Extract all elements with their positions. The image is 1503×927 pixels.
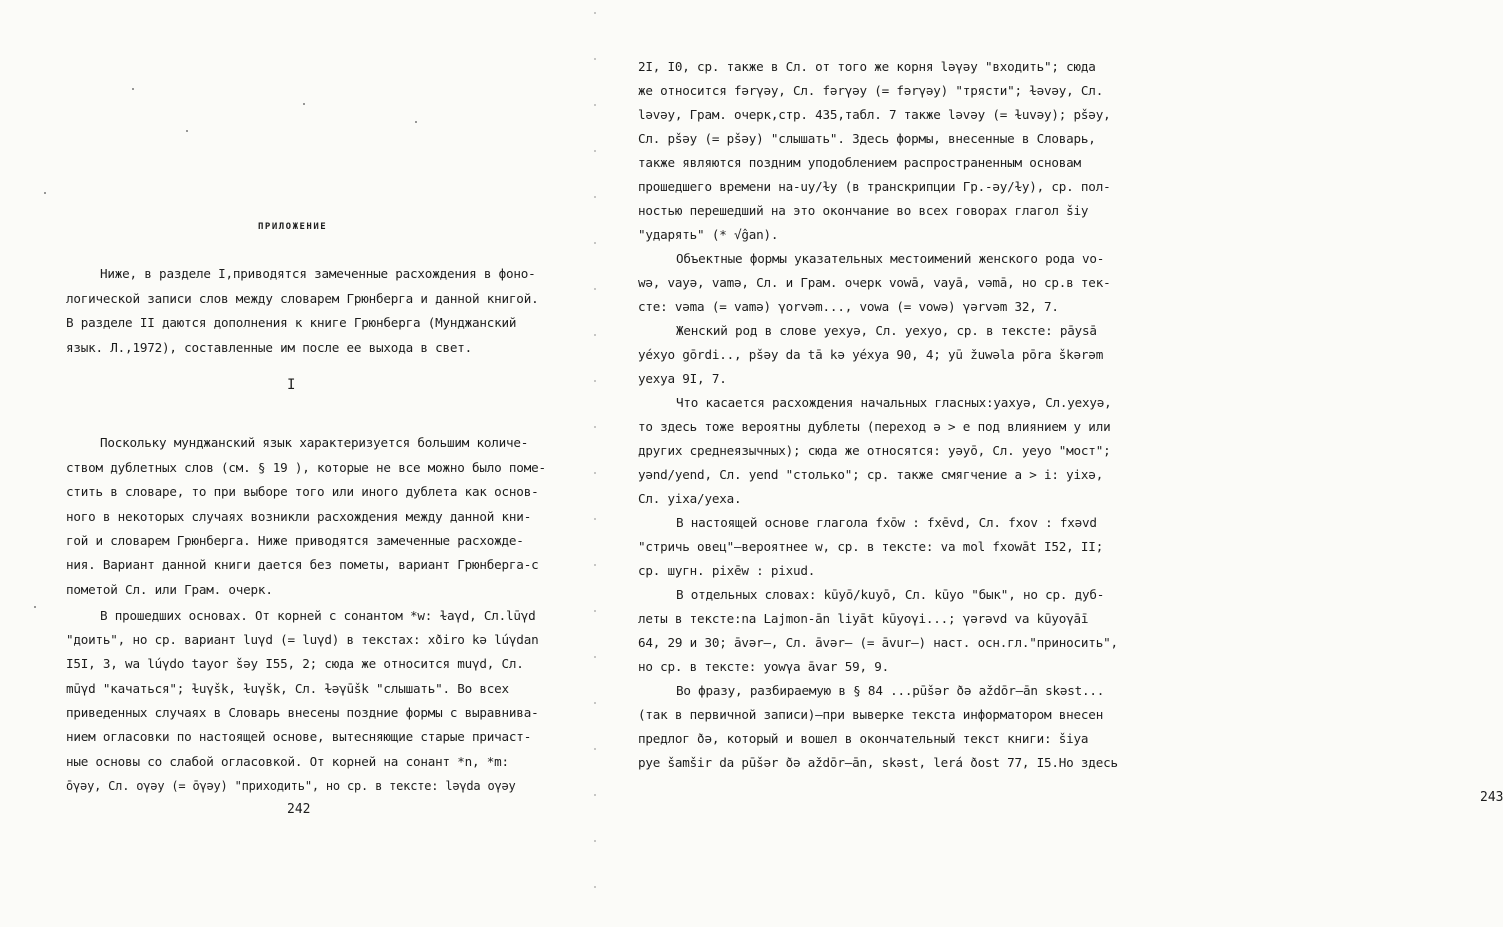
text-line: yənd/yend, Сл. yend "столько"; ср. также смягчение a > i: yixə, — [638, 467, 1104, 482]
text-line: ōγəy, Сл. oγəy (= ōγəy) "приходить", но ср. в тексте: ləγda oγəy — [66, 779, 516, 793]
left-page — [0, 0, 592, 927]
text-line: ного в некоторых случаях возникли расхождения между данной кни- — [66, 509, 532, 524]
text-line: pye šamšir da pūšər ðə aždōr–ān, skəst, lerá ðost 77, I5.Но здесь — [638, 755, 1118, 770]
text-line: Что касается расхождения начальных гласных:yaxyə, Сл.yexyə, — [676, 395, 1112, 410]
page-gutter — [594, 12, 596, 912]
text-line: "стричь овец"—вероятнее w, ср. в тексте: va mol fxowāt I52, II; — [638, 539, 1104, 554]
scan-speck — [132, 88, 134, 90]
text-line: Женский род в слове yexyə, Сл. yexyo, ср. в тексте: pāysā — [676, 323, 1097, 338]
text-line: Ниже, в разделе I,приводятся замеченные расхождения в фоно- — [100, 266, 536, 281]
text-line: В настоящей основе глагола fxōw : fxēvd, Сл. fxov : fxəvd — [676, 515, 1097, 530]
text-line: mūγd "качаться"; ɫuγšk, ɫuγšk, Сл. ɫəγūšk "слышать". Во всех — [66, 681, 509, 696]
scan-speck — [44, 192, 46, 194]
text-line: гой и словарем Грюнберга. Ниже приводятся замеченные расхожде- — [66, 533, 524, 548]
scan-speck — [34, 606, 36, 608]
text-line: I5I, 3, wa lúγdo tayor šəy I55, 2; сюда же относится muγd, Сл. — [66, 656, 524, 671]
text-line: Во фразу, разбираемую в § 84 ...pūšər ðə aždōr–ān skəst... — [676, 683, 1105, 698]
text-line: ством дублетных слов (см. § 19 ), которые не все можно было поме- — [66, 460, 546, 475]
section-numeral: I — [287, 377, 296, 393]
text-line: также являются поздним уподоблением распространенным основам — [638, 155, 1081, 170]
text-line: (так в первичной записи)–при выверке текста информатором внесен — [638, 707, 1104, 722]
appendix-heading: ПРИЛОЖЕНИЕ — [258, 222, 328, 232]
page-number: 242 — [287, 802, 311, 817]
text-line: сте: vəma (= vamə) γorvəm..., vowa (= vowə) γərvəm 32, 7. — [638, 299, 1059, 314]
text-line: логической записи слов между словарем Грюнберга и данной книгой. — [66, 291, 539, 306]
text-line: Поскольку мунджанский язык характеризуется большим количе- — [100, 435, 529, 450]
text-line: yexya 9I, 7. — [638, 371, 727, 386]
text-line: В разделе II даются дополнения к книге Грюнберга (Мунджанский — [66, 315, 517, 330]
scan-speck — [303, 103, 305, 105]
text-line: но ср. в тексте: yowγa āvar 59, 9. — [638, 659, 889, 674]
text-line: Сл. yixa/yexa. — [638, 491, 742, 506]
text-line: ср. шугн. pixēw : pixud. — [638, 563, 816, 578]
scan-speck — [186, 130, 188, 132]
text-line: то здесь тоже вероятны дублеты (переход ə > e под влиянием y или — [638, 419, 1111, 434]
text-line: прошедшего времени на-uy/ɫy (в транскрипции Гр.-əy/ɫy), ср. пол- — [638, 179, 1111, 194]
text-line: Сл. pšəy (= pšəy) "слышать". Здесь формы, внесенные в Словарь, — [638, 131, 1096, 146]
scan-speck — [415, 121, 417, 123]
text-line: ностью перешедший на это окончание во всех говорах глагол šiy — [638, 203, 1089, 218]
text-line: приведенных случаях в Словарь внесены поздние формы с выравнива- — [66, 705, 539, 720]
text-line: ния. Вариант данной книги дается без пометы, вариант Грюнберга-с — [66, 557, 539, 572]
text-line: предлог ðə, который и вошел в окончательный текст книги: šiya — [638, 731, 1089, 746]
text-line: "ударять" (* √ĝan). — [638, 227, 779, 242]
text-line: В прошедших основах. От корней с сонантом *w: ɫaγd, Сл.lūγd — [100, 608, 536, 623]
page-number: 243 — [1480, 790, 1503, 805]
right-page — [600, 0, 1503, 927]
text-line: 2I, I0, ср. также в Сл. от того же корня ləγəy "входить"; сюда — [638, 59, 1096, 74]
text-line: других среднеязычных); сюда же относятся: yəyō, Сл. yeyo "мост"; — [638, 443, 1111, 458]
text-line: yéxyo gōrdi.., pšəy da tā kə yéxya 90, 4; yū žuwəla pōra škərəm — [638, 347, 1104, 362]
text-line: 64, 29 и 30; āvər–, Сл. āvər– (= āvur–) наст. осн.гл."приносить", — [638, 635, 1118, 650]
text-line: ləvəy, Грам. очерк,стр. 435,табл. 7 также ləvəy (= ɫuvəy); pšəy, — [638, 107, 1111, 122]
text-line: ные основы со слабой огласовкой. От корней на сонант *n, *m: — [66, 754, 509, 769]
text-line: "доить", но ср. вариант luγd (= luγd) в текстах: xðiro kə lúγdan — [66, 632, 539, 647]
text-line: wə, vayə, vamə, Сл. и Грам. очерк vowā, vayā, vəmā, но ср.в тек- — [638, 275, 1111, 290]
text-line: стить в словаре, то при выборе того или иного дублета как основ- — [66, 484, 539, 499]
text-line: нием огласовки по настоящей основе, вытесняющие старые причаст- — [66, 729, 532, 744]
text-line: язык. Л.,1972), составленные им после ее выхода в свет. — [66, 340, 473, 355]
text-line: леты в тексте:na Lajmon-ān liyāt kūyoγi...; γərəvd va kūyoγāī — [638, 611, 1089, 626]
text-line: пометой Сл. или Грам. очерк. — [66, 582, 273, 597]
text-line: же относится fərγəy, Сл. fərγəy (= fərγəy) "трясти"; ɫəvəy, Сл. — [638, 83, 1104, 98]
text-line: Объектные формы указательных местоимений женского рода vo- — [676, 251, 1105, 266]
text-line: В отдельных словах: kūyō/kuyō, Сл. kūyo "бык", но ср. дуб- — [676, 587, 1105, 602]
